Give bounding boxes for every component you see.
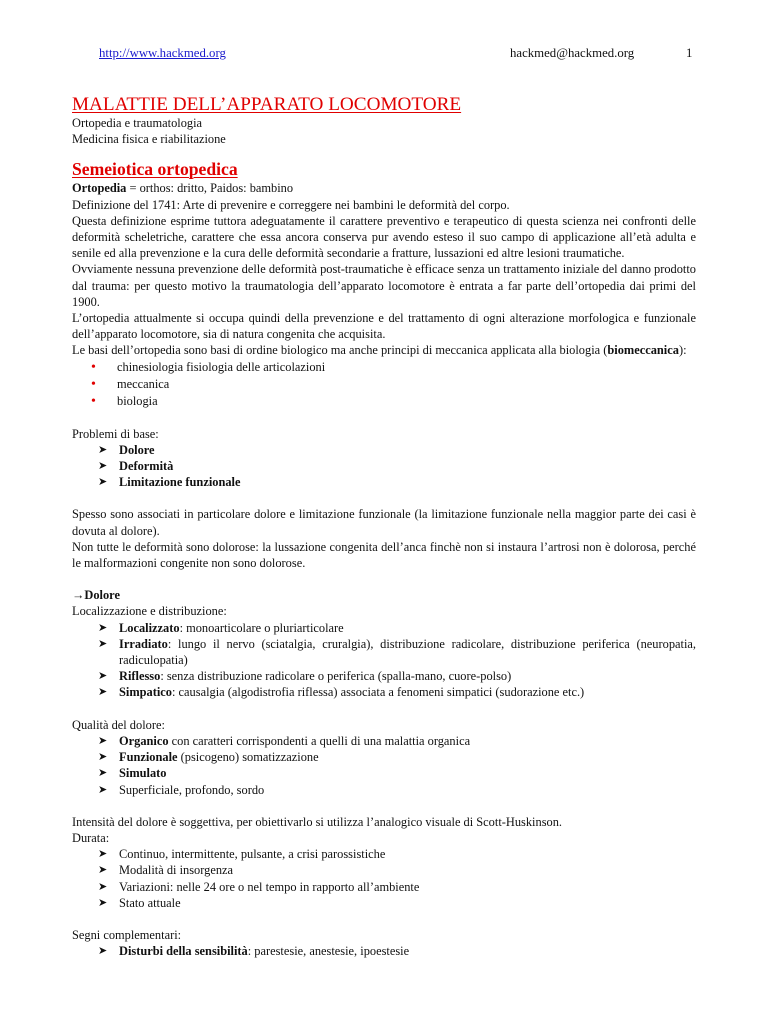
arrow-bullet-icon: ➤ bbox=[98, 459, 108, 473]
text-run: ): bbox=[678, 343, 687, 358]
list-item bbox=[72, 943, 696, 959]
arrow-bullet-icon: ➤ bbox=[98, 766, 108, 780]
item-desc: : causalgia (algodistrofia riflessa) associata a fenomeni simpatici (sudorazione etc.) bbox=[172, 685, 585, 700]
right-arrow-icon: → bbox=[72, 588, 85, 603]
list-item bbox=[72, 376, 696, 393]
list-item-text: Limitazione funzionale bbox=[119, 475, 241, 490]
item-desc: : monoarticolare o pluriarticolare bbox=[179, 620, 344, 635]
section-title: Semeiotica ortopedica bbox=[72, 159, 238, 180]
list-item-text: biologia bbox=[117, 393, 158, 408]
list-item bbox=[72, 442, 696, 458]
qualita-label: Qualità del dolore: bbox=[72, 717, 165, 732]
arrow-bullet-icon: ➤ bbox=[98, 669, 108, 683]
item-desc: (psicogeno) somatizzazione bbox=[177, 750, 319, 765]
document-title: MALATTIE DELL’APPARATO LOCOMOTORE bbox=[72, 94, 462, 115]
arrow-bullet-icon: ➤ bbox=[98, 895, 108, 909]
list-item-text: Continuo, intermittente, pulsante, a crisi parossistiche bbox=[119, 847, 386, 862]
list-item bbox=[72, 458, 696, 474]
paragraph: Spesso sono associati in particolare dolore e limitazione funzionale (la limitazione funzionale nella maggior parte dei casi è dovuta al dolore). bbox=[72, 507, 696, 538]
list-item bbox=[72, 620, 696, 636]
problemi-list bbox=[72, 442, 696, 491]
item-desc: Superficiale, profondo, sordo bbox=[119, 782, 265, 797]
item-term: Simulato bbox=[119, 766, 167, 781]
list-item bbox=[72, 668, 696, 684]
item-term: Simpatico bbox=[119, 685, 173, 700]
list-item-text: meccanica bbox=[117, 376, 170, 391]
item-term: Riflesso bbox=[119, 669, 161, 684]
segni-label: Segni complementari: bbox=[72, 927, 182, 942]
paragraph bbox=[72, 342, 696, 358]
item-desc: : lungo il nervo (sciatalgia, cruralgia), distribuzione radicolare, distribuzione periferica (neuropatia, radiculopatia) bbox=[119, 636, 696, 668]
arrow-bullet-icon: ➤ bbox=[98, 733, 108, 747]
paragraph: Ovviamente nessuna prevenzione delle deformità post-traumatiche è efficace senza un trattamento iniziale del danno prodotto dal trauma: per questo motivo la traumatologia dell’apparato locomotore è entrata a far parte dell’ortopedia dai primi del 1900. bbox=[72, 262, 696, 309]
item-desc: : parestesie, anestesie, ipoestesie bbox=[247, 944, 410, 959]
item-term: Organico bbox=[119, 733, 169, 748]
arrow-bullet-icon: ➤ bbox=[98, 685, 108, 699]
segni-list bbox=[72, 943, 696, 959]
bold-run: biomeccanica bbox=[607, 343, 679, 358]
header-link[interactable]: http://www.hackmed.org bbox=[99, 46, 226, 60]
paragraph: Intensità del dolore è soggettiva, per obiettivarlo si utilizza l’analogico visuale di Scott-Huskinson. bbox=[72, 814, 562, 829]
item-desc: : senza distribuzione radicolare o periferica (spalla-mano, cuore-polso) bbox=[160, 669, 512, 684]
arrow-bullet-icon: ➤ bbox=[98, 442, 108, 456]
list-item-text: Variazioni: nelle 24 ore o nel tempo in rapporto all’ambiente bbox=[119, 879, 420, 894]
arrow-bullet-icon: ➤ bbox=[98, 782, 108, 796]
list-item-text: Dolore bbox=[119, 442, 155, 457]
arrow-bullet-icon: ➤ bbox=[98, 636, 108, 650]
dolore-heading bbox=[72, 587, 696, 603]
page-number: 1 bbox=[686, 46, 693, 60]
arrow-bullet-icon: ➤ bbox=[98, 750, 108, 764]
arrow-bullet-icon: ➤ bbox=[98, 863, 108, 877]
bullet-dot-icon: • bbox=[91, 359, 96, 375]
paragraph: L’ortopedia attualmente si occupa quindi della prevenzione e del trattamento di ogni alterazione morfologica e funzionale dell’apparato locomotore, sia di natura congenita che acquisita. bbox=[72, 311, 696, 342]
list-item bbox=[72, 636, 696, 668]
ortopedia-definition bbox=[72, 180, 696, 196]
qualita-list bbox=[72, 733, 696, 798]
subtitle-line: Medicina fisica e riabilitazione bbox=[72, 132, 226, 147]
durata-list bbox=[72, 846, 696, 911]
bullet-dot-icon: • bbox=[91, 393, 96, 409]
arrow-bullet-icon: ➤ bbox=[98, 944, 108, 958]
arrow-bullet-icon: ➤ bbox=[98, 475, 108, 489]
item-term: Funzionale bbox=[119, 750, 178, 765]
arrow-bullet-icon: ➤ bbox=[98, 879, 108, 893]
list-item bbox=[72, 895, 696, 911]
arrow-bullet-icon: ➤ bbox=[98, 847, 108, 861]
document-body bbox=[72, 94, 696, 959]
list-item bbox=[72, 879, 696, 895]
localizzazione-label: Localizzazione e distribuzione: bbox=[72, 604, 227, 619]
list-item bbox=[72, 749, 696, 765]
durata-label: Durata: bbox=[72, 830, 110, 845]
list-item-text: Modalità di insorgenza bbox=[119, 863, 234, 878]
bases-list bbox=[72, 359, 696, 410]
list-item bbox=[72, 862, 696, 878]
list-item bbox=[72, 846, 696, 862]
paragraph: Questa definizione esprime tuttora adeguatamente il carattere preventivo e terapeutico di questa scienza nei confronti delle deformità scheletriche, carattere che essa ancora conserva pur avendo esteso il suo campo di applicazione all’età adulta e senile ed alla prevenzione e la cura delle deformità secondarie a fratture, lussazioni ed altre lesioni traumatiche. bbox=[72, 213, 696, 261]
paragraph: Definizione del 1741: Arte di prevenire e correggere nei bambini le deformità del corpo. bbox=[72, 197, 510, 212]
list-item bbox=[72, 359, 696, 376]
localizzazione-list bbox=[72, 620, 696, 701]
item-term: Localizzato bbox=[119, 620, 180, 635]
list-item bbox=[72, 765, 696, 781]
list-item bbox=[72, 782, 696, 798]
subtitle-line: Ortopedia e traumatologia bbox=[72, 116, 203, 130]
list-item bbox=[72, 684, 696, 700]
bullet-dot-icon: • bbox=[91, 376, 96, 392]
item-term: Disturbi della sensibilità bbox=[119, 944, 248, 959]
item-term: Irradiato bbox=[119, 636, 168, 651]
term-meaning: = orthos: dritto, Paidos: bambino bbox=[126, 181, 294, 196]
text-run: Le basi dell’ortopedia sono basi di ordine biologico ma anche principi di meccanica applicata alla biologia ( bbox=[72, 343, 608, 358]
list-item bbox=[72, 393, 696, 410]
list-item-text: Deformità bbox=[119, 459, 174, 474]
list-item-text: Stato attuale bbox=[119, 895, 181, 910]
header-email: hackmed@hackmed.org bbox=[510, 46, 635, 60]
problemi-label: Problemi di base: bbox=[72, 426, 159, 441]
paragraph: Non tutte le deformità sono dolorose: la lussazione congenita dell’anca finchè non si instaura l’artrosi non è dolorosa, perché le malformazioni congenite non sono dolorose. bbox=[72, 539, 696, 571]
list-item bbox=[72, 474, 696, 490]
term: Ortopedia bbox=[72, 181, 127, 196]
list-item-text: chinesiologia fisiologia delle articolazioni bbox=[117, 359, 326, 374]
arrow-bullet-icon: ➤ bbox=[98, 620, 108, 634]
page-header bbox=[72, 45, 696, 63]
heading-text: Dolore bbox=[84, 588, 120, 603]
item-desc: con caratteri corrispondenti a quelli di una malattia organica bbox=[168, 733, 471, 748]
list-item bbox=[72, 733, 696, 749]
